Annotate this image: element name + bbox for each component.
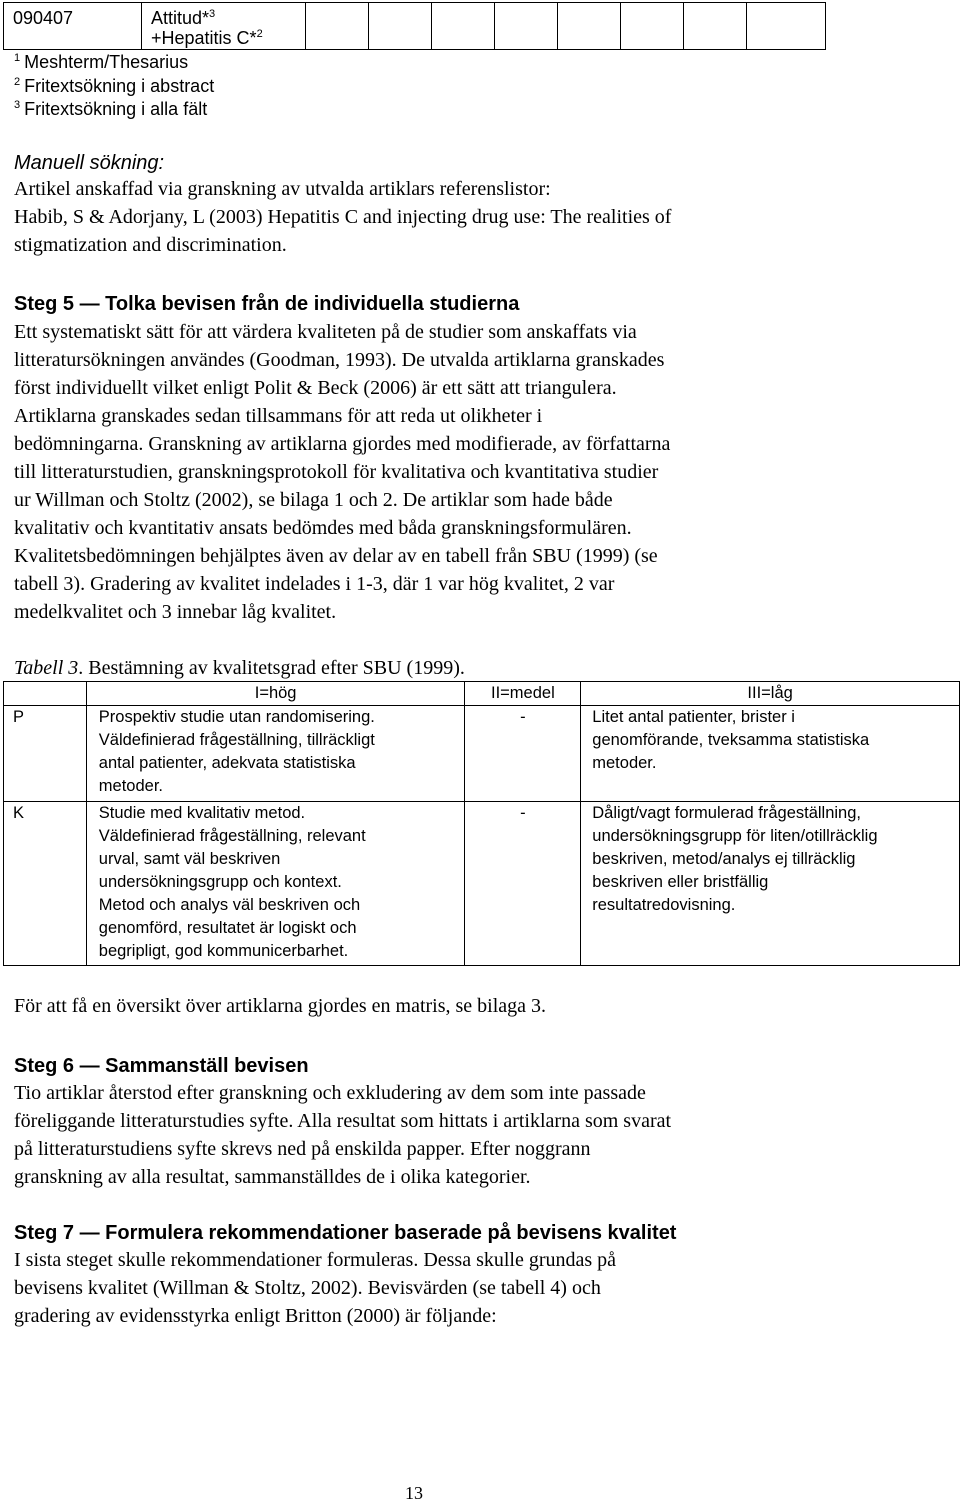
step5-heading: Steg 5 — Tolka bevisen från de individuella studierna: [14, 293, 520, 315]
table-row-k: [4, 802, 960, 966]
overview-line: För att få en översikt över artiklarna gjordes en matris, se bilaga 3.: [14, 995, 547, 1017]
step6-paragraph: Tio artiklar återstod efter granskning och exkludering av dem som inte passade föreliggande litteraturstudies syfte. Alla resultat som hittats i artiklarna som svarat på litteraturstudiens syfte skrevs ned på enskilda papper. Efter noggrann granskning av alla resultat, sammanställdes de i olika kategorier.: [14, 1082, 672, 1188]
cell-low: Dåligt/vagt formulerad frågeställning, undersökningsgrupp för liten/otillräcklig beskriven, metod/analys ej tillräcklig beskriven eller bristfällig resultatredovisning.: [581, 802, 960, 966]
header-empty: [4, 682, 87, 706]
footnote-3: $^3$ Fritextsökning i alla fält: [14, 99, 208, 119]
cell-low: Litet antal patienter, brister i genomförande, tveksamma statistiska metoder.: [581, 706, 960, 802]
header-low: III=låg: [581, 682, 960, 706]
quality-table: [3, 681, 960, 966]
search-date-cell: [4, 3, 142, 50]
search-terms-cell: [142, 3, 306, 50]
empty-cell: [306, 3, 369, 50]
manual-search-text: Artikel anskaffad via granskning av utvalda artiklars referenslistor: Habib, S & Adorjany, L (2003) Hepatitis C and injecting drug use: The realities of stigmatization and discrimination.: [14, 178, 672, 256]
manual-search-title: Manuell sökning:: [14, 152, 165, 174]
empty-cell: [495, 3, 558, 50]
cell-medium: -: [465, 706, 581, 802]
search-term-attitud-sup: 3: [209, 8, 216, 20]
table-row-p: [4, 706, 960, 802]
table3-caption: Tabell 3. Bestämning av kvalitetsgrad efter SBU (1999).: [14, 657, 465, 679]
empty-cell: [684, 3, 747, 50]
page-number: 13: [405, 1483, 423, 1503]
footnote-2: $^2$ Fritextsökning i abstract: [14, 76, 215, 96]
cell-medium: -: [465, 802, 581, 966]
search-date: 090407: [13, 8, 74, 28]
search-term-attitud: Attitud*: [151, 8, 210, 28]
row-label: K: [4, 802, 87, 966]
search-term-hepatitis: +Hepatitis C*: [151, 28, 257, 48]
search-term-hepatitis-sup: 2: [256, 28, 263, 40]
step5-paragraph: Ett systematiskt sätt för att värdera kvaliteten på de studier som anskaffats via litteratursökningen användes (Goodman, 1993). De utvalda artiklarna granskades först individuellt vilket enligt Polit & Beck (2006) är ett sätt att triangulera. Artiklarna granskades sedan tillsammans för att reda ut olikheter i bedömningarna. Granskning av artiklarna gjordes med modifierade, av författarna till litteraturstudien, granskningsprotokoll för kvalitativa och kvantitativa studier ur Willman och Stoltz (2002), se bilaga 1 och 2. De artiklar som hade både kvalitativ och kvantitativ ansats bedömdes med båda granskningsformulären. Kvalitetsbedömningen behjälptes även av delar av en tabell från SBU (1999) (se tabell 3). Gradering av kvalitet indelades i 1-3, där 1 var hög kvalitet, 2 var medelkvalitet och 3 innebar låg kvalitet.: [14, 321, 671, 623]
step7-paragraph: I sista steget skulle rekommendationer formuleras. Dessa skulle grundas på bevisens kvalitet (Willman & Stoltz, 2002). Bevisvärden (se tabell 4) och gradering av evidensstyrka enligt Britton (2000) är följande:: [14, 1249, 617, 1327]
header-high: I=hög: [86, 682, 465, 706]
empty-cell: [369, 3, 432, 50]
search-table-row: [4, 3, 826, 50]
cell-high: Prospektiv studie utan randomisering. Väldefinierad frågeställning, tillräckligt antal patienter, adekvata statistiska metoder.: [86, 706, 465, 802]
empty-cell: [432, 3, 495, 50]
header-medium: II=medel: [465, 682, 581, 706]
step6-heading: Steg 6 — Sammanställ bevisen: [14, 1055, 309, 1077]
footnote-1: $^1$ Meshterm/Thesarius: [14, 52, 189, 72]
quality-table-header: [4, 682, 960, 706]
row-label: P: [4, 706, 87, 802]
step7-heading: Steg 7 — Formulera rekommendationer baserade på bevisens kvalitet: [14, 1222, 677, 1244]
cell-high: Studie med kvalitativ metod. Väldefinierad frågeställning, relevant urval, samt väl beskriven undersökningsgrupp och kontext. Metod och analys väl beskriven och genomförd, resultatet är logiskt och begripligt, god kommunicerbarhet.: [86, 802, 465, 966]
search-table: [3, 2, 826, 50]
empty-cell: [621, 3, 684, 50]
empty-cell: [558, 3, 621, 50]
empty-cell: [747, 3, 826, 50]
